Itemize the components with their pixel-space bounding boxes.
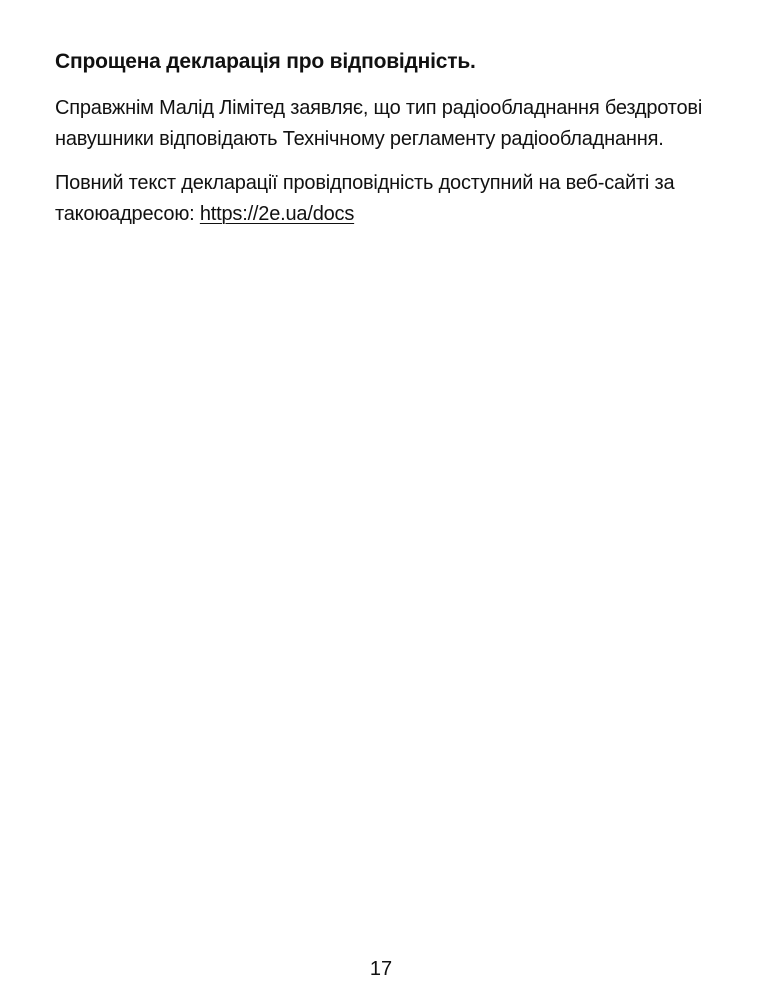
docs-link[interactable]: https://2e.ua/docs	[199, 203, 355, 225]
full-text-label: Повний текст декларації провідповідність доступний на веб-сайті за такоюадресою:	[55, 172, 675, 225]
page-content	[55, 47, 705, 243]
full-text-paragraph	[55, 168, 705, 230]
section-heading: Спрощена декларація про відповідність.	[55, 50, 476, 73]
page-number: 17	[369, 958, 393, 980]
declaration-paragraph: Справжнім Малід Лімітед заявляє, що тип радіообладнання бездротові навушники відповідають Технічному регламенту радіообладнання.	[55, 97, 703, 150]
